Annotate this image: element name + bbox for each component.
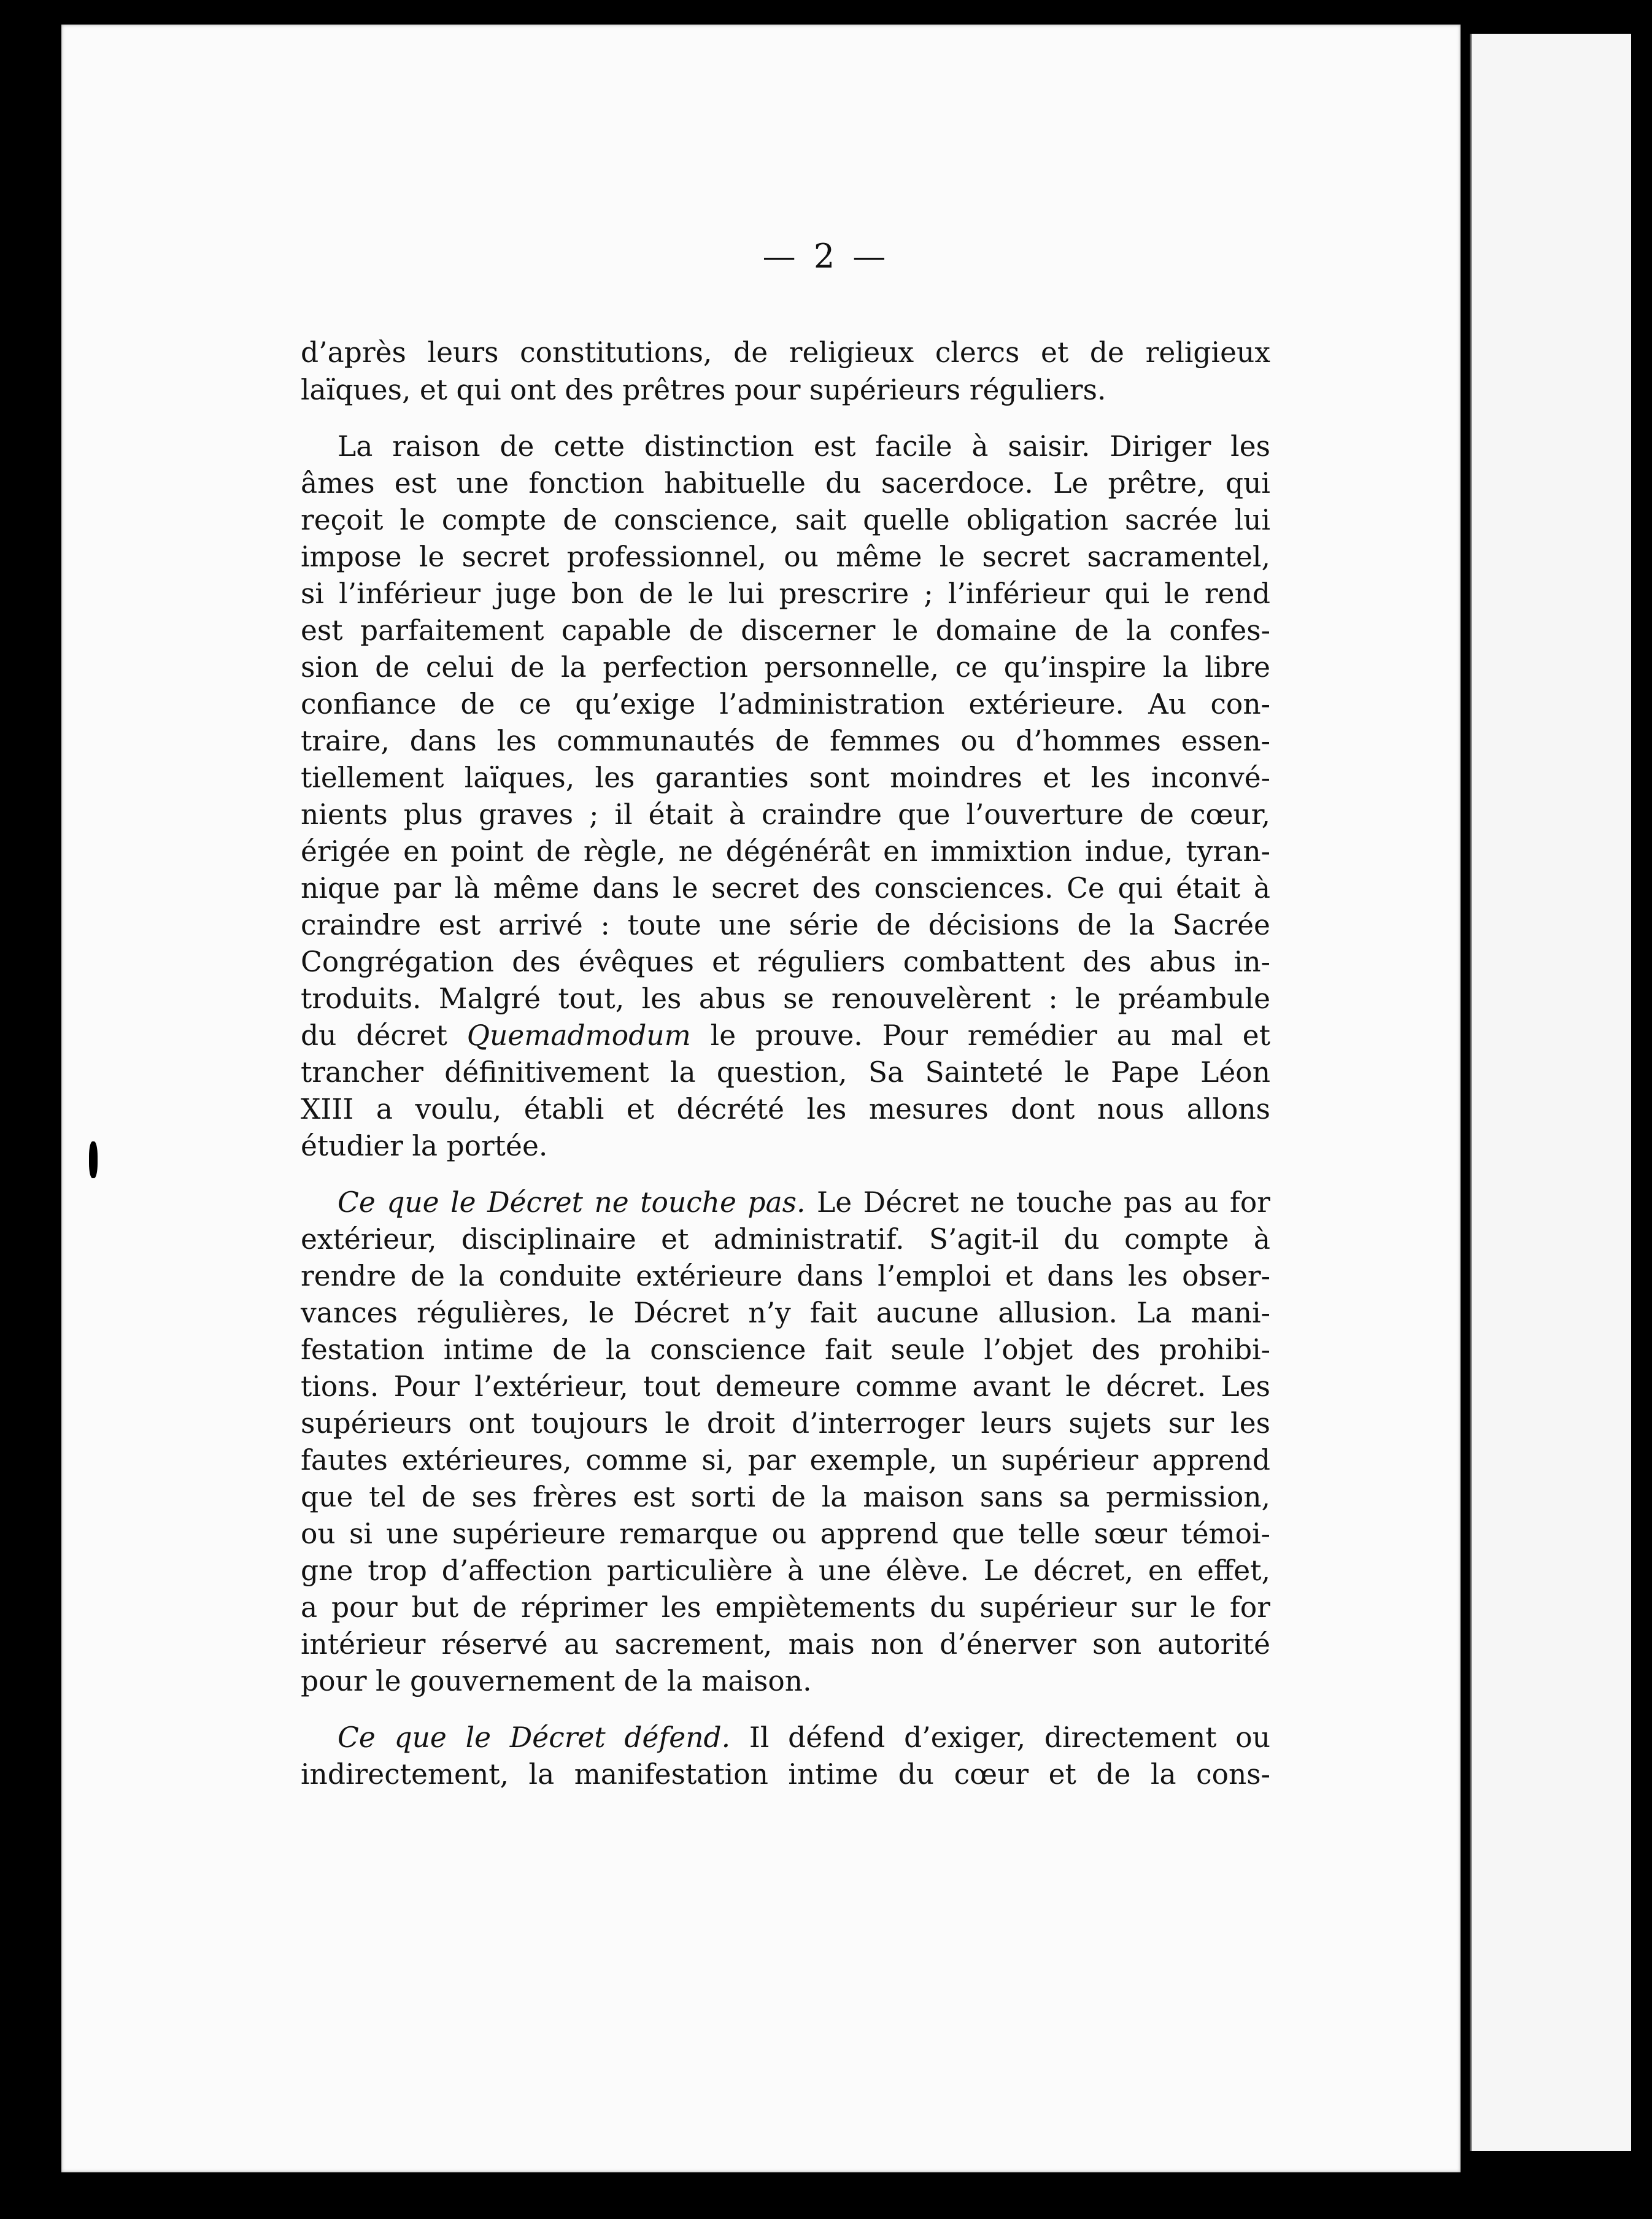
text-line: Congrégation des évêques et réguliers combattent des abus in- (301, 946, 1270, 978)
text-line: tions. Pour l’extérieur, tout demeure comme avant le décret. Les (301, 1370, 1270, 1403)
text-line (301, 1719, 1270, 1756)
text-line: intérieur réservé au sacrement, mais non d’énerver son autorité (301, 1628, 1270, 1661)
text-line: vances régulières, le Décret n’y fait aucune allusion. La mani- (301, 1297, 1270, 1329)
text-line: laïques, et qui ont des prêtres pour supérieurs réguliers. (301, 374, 1106, 406)
section-heading: Ce que le Décret ne touche pas. (338, 1186, 806, 1219)
text-line: sion de celui de la perfection personnelle, ce qu’inspire la libre (301, 651, 1270, 684)
text-line: extérieur, disciplinaire et administratif. S’agit-il du compte à (301, 1223, 1270, 1256)
scan-speck (89, 1141, 98, 1178)
text-line (301, 1184, 1270, 1221)
text-span: Le Décret ne touche pas au for (805, 1186, 1270, 1219)
text-span: Il défend d’exiger, directement ou (730, 1721, 1270, 1754)
text-line: troduits. Malgré tout, les abus se renouvelèrent : le préambule (301, 982, 1270, 1015)
text-line: reçoit le compte de conscience, sait quelle obligation sacrée lui (301, 504, 1270, 536)
text-line: tiellement laïques, les garanties sont moindres et les inconvé- (301, 762, 1270, 794)
text-line: nique par là même dans le secret des consciences. Ce qui était à (301, 872, 1270, 905)
section-heading: Ce que le Décret défend. (338, 1721, 731, 1754)
text-line: ou si une supérieure remarque ou apprend que telle sœur témoi- (301, 1518, 1270, 1550)
text-line: traire, dans les communautés de femmes ou d’hommes essen- (301, 725, 1270, 757)
decree-title: Quemadmodum (466, 1019, 691, 1052)
text-line: âmes est une fonction habituelle du sacerdoce. Le prêtre, qui (301, 467, 1270, 500)
text-line: confiance de ce qu’exige l’administration extérieure. Au con- (301, 688, 1270, 720)
body-text (301, 0, 1270, 2219)
text-line: XIII a voulu, établi et décrété les mesures dont nous allons (301, 1093, 1270, 1125)
text-line: supérieurs ont toujours le droit d’interroger leurs sujets sur les (301, 1407, 1270, 1440)
text-line: gne trop d’affection particulière à une élève. Le décret, en effet, (301, 1554, 1270, 1587)
text-line: si l’inférieur juge bon de le lui prescrire ; l’inférieur qui le rend (301, 577, 1270, 610)
text-line: d’après leurs constitutions, de religieux clercs et de religieux (301, 336, 1270, 369)
scan-speck (12, 1276, 28, 1332)
text-line (301, 1017, 1270, 1054)
text-span: du décret (301, 1019, 467, 1052)
page-number: — 2 — (762, 237, 890, 276)
text-line: impose le secret professionnel, ou même le secret sacramentel, (301, 541, 1270, 573)
text-line: indirectement, la manifestation intime du cœur et de la cons- (301, 1758, 1270, 1791)
text-line: craindre est arrivé : toute une série de décisions de la Sacrée (301, 909, 1270, 941)
text-span: le prouve. Pour remédier au mal et (690, 1019, 1270, 1052)
text-line: est parfaitement capable de discerner le domaine de la confes- (301, 614, 1270, 647)
text-line: fautes extérieures, comme si, par exemple, un supérieur apprend (301, 1444, 1270, 1476)
adjacent-page-edge (1470, 34, 1631, 2151)
text-line: étudier la portée. (301, 1130, 548, 1162)
text-line: trancher définitivement la question, Sa Sainteté le Pape Léon (301, 1056, 1270, 1089)
text-line: festation intime de la conscience fait seule l’objet des prohibi- (301, 1333, 1270, 1366)
text-line: pour le gouvernement de la maison. (301, 1665, 812, 1697)
text-line: érigée en point de règle, ne dégénérât en immixtion indue, tyran- (301, 835, 1270, 868)
text-line: que tel de ses frères est sorti de la maison sans sa permission, (301, 1481, 1270, 1513)
text-line: La raison de cette distinction est facile à saisir. Diriger les (338, 430, 1270, 463)
scan-speck (5, 1405, 17, 1442)
text-line: rendre de la conduite extérieure dans l’emploi et dans les obser- (301, 1260, 1270, 1292)
text-line: a pour but de réprimer les empiètements du supérieur sur le for (301, 1591, 1270, 1624)
text-line: nients plus graves ; il était à craindre que l’ouverture de cœur, (301, 798, 1270, 831)
